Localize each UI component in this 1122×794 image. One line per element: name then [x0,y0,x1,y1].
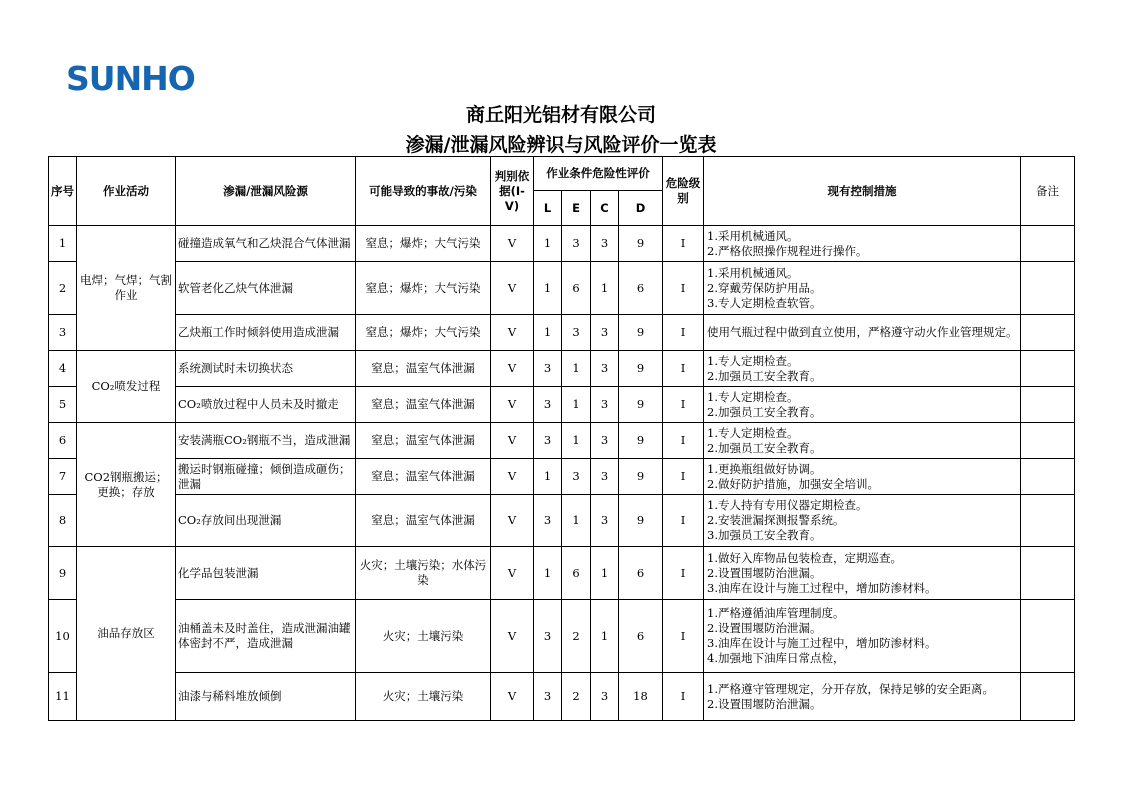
table-row [49,495,1075,547]
cell-level: Ⅰ [663,315,704,351]
cell-basis: Ⅴ [491,315,534,351]
measure-line: 1.专人持有专用仪器定期检查。 [707,498,868,512]
cell-D: 18 [619,673,663,721]
cell-accident: 窒息；温室气体泄漏 [356,387,491,423]
cell-L: 3 [534,351,562,387]
cell-D: 6 [619,547,663,600]
cell-E: 1 [562,495,591,547]
measure-line: 3.油库在设计与施工过程中，增加防渗材料。 [707,636,937,650]
cell-remark [1021,459,1075,495]
cell-remark [1021,600,1075,673]
cell-remark [1021,387,1075,423]
table-row [49,262,1075,315]
cell-E: 1 [562,423,591,459]
cell-E: 3 [562,459,591,495]
cell-seq: 10 [49,600,77,673]
cell-measures [704,262,1021,315]
cell-D: 9 [619,495,663,547]
cell-level: Ⅰ [663,262,704,315]
cell-source: 碰撞造成氧气和乙炔混合气体泄漏 [176,226,356,262]
cell-D: 9 [619,226,663,262]
cell-level: Ⅰ [663,423,704,459]
measure-line: 1.专人定期检查。 [707,389,799,404]
header-E: E [562,191,591,226]
cell-E: 2 [562,600,591,673]
measure-line: 2.严格依照操作规程进行操作。 [707,243,868,258]
measure-line: 1.采用机械通风。 [707,228,799,243]
cell-basis: Ⅴ [491,387,534,423]
cell-seq: 7 [49,459,77,495]
cell-L: 3 [534,600,562,673]
cell-D: 6 [619,262,663,315]
document-title: 渗漏/泄漏风险辨识与风险评价一览表 [405,134,717,156]
cell-E: 3 [562,315,591,351]
cell-L: 1 [534,315,562,351]
cell-C: 3 [591,315,619,351]
cell-C: 3 [591,226,619,262]
table-row [49,351,1075,387]
cell-activity: CO2钢瓶搬运；更换；存放 [77,423,176,547]
measure-line: 2.设置围堰防治泄漏。 [707,696,822,711]
cell-level: Ⅰ [663,351,704,387]
cell-D: 9 [619,351,663,387]
cell-seq: 2 [49,262,77,315]
cell-accident: 火灾；土壤污染；水体污染 [356,547,491,600]
cell-level: Ⅰ [663,600,704,673]
cell-level: Ⅰ [663,673,704,721]
cell-remark [1021,315,1075,351]
header-level: 危险级别 [663,157,704,226]
table-row [49,459,1075,495]
measure-line: 2.做好防护措施，加强安全培训。 [707,476,879,491]
cell-source: CO₂喷放过程中人员未及时撤走 [176,387,356,423]
cell-level: Ⅰ [663,495,704,547]
cell-source: 安装满瓶CO₂钢瓶不当，造成泄漏 [176,423,356,459]
measure-line: 2.安装泄漏探测报警系统。 [707,513,845,527]
header-eval-group: 作业条件危险性评价 [534,157,663,191]
cell-D: 9 [619,387,663,423]
risk-table [48,156,1075,721]
cell-basis: Ⅴ [491,262,534,315]
table-row [49,423,1075,459]
company-name: 商丘阳光铝材有限公司 [465,104,656,126]
cell-accident: 窒息；爆炸；大气污染 [356,315,491,351]
table-row [49,547,1075,600]
measure-line: 3.加强员工安全教育。 [707,528,822,542]
header-activity: 作业活动 [77,157,176,226]
cell-remark [1021,351,1075,387]
header-accident: 可能导致的事故/污染 [356,157,491,226]
measure-line: 4.加强地下油库日常点检， [707,651,845,665]
measure-line: 2.设置围堰防治泄漏。 [707,621,822,635]
cell-E: 1 [562,387,591,423]
measure-line: 2.加强员工安全教育。 [707,368,822,383]
cell-E: 3 [562,226,591,262]
cell-seq: 8 [49,495,77,547]
cell-seq: 11 [49,673,77,721]
cell-D: 9 [619,423,663,459]
cell-accident: 窒息；温室气体泄漏 [356,423,491,459]
cell-L: 1 [534,547,562,600]
cell-L: 1 [534,262,562,315]
cell-L: 3 [534,423,562,459]
cell-accident: 窒息；温室气体泄漏 [356,351,491,387]
cell-source: 油漆与稀料堆放倾倒 [176,673,356,721]
cell-level: Ⅰ [663,226,704,262]
cell-measures [704,673,1021,721]
table-row [49,387,1075,423]
cell-seq: 1 [49,226,77,262]
cell-remark [1021,547,1075,600]
company-logo: SUNHO [66,59,195,98]
cell-measures [704,459,1021,495]
cell-remark [1021,673,1075,721]
cell-L: 1 [534,226,562,262]
cell-measures [704,226,1021,262]
cell-seq: 6 [49,423,77,459]
header-basis: 判别依据(I-V) [491,157,534,226]
cell-D: 6 [619,600,663,673]
measure-line: 2.设置围堰防治泄漏。 [707,565,822,580]
cell-C: 3 [591,387,619,423]
cell-seq: 3 [49,315,77,351]
cell-seq: 5 [49,387,77,423]
cell-C: 3 [591,459,619,495]
cell-remark [1021,262,1075,315]
cell-C: 1 [591,262,619,315]
cell-L: 3 [534,387,562,423]
cell-L: 1 [534,459,562,495]
cell-E: 6 [562,262,591,315]
header-source: 渗漏/泄漏风险源 [176,157,356,226]
cell-basis: Ⅴ [491,351,534,387]
cell-basis: Ⅴ [491,495,534,547]
cell-E: 2 [562,673,591,721]
cell-basis: Ⅴ [491,226,534,262]
cell-source: 化学品包装泄漏 [176,547,356,600]
cell-activity: 电焊；气焊；气割作业 [77,226,176,351]
cell-basis: Ⅴ [491,600,534,673]
cell-C: 3 [591,673,619,721]
measure-line: 2.加强员工安全教育。 [707,440,822,455]
cell-E: 6 [562,547,591,600]
cell-E: 1 [562,351,591,387]
cell-basis: Ⅴ [491,673,534,721]
cell-accident: 窒息；温室气体泄漏 [356,495,491,547]
header-L: L [534,191,562,226]
cell-seq: 9 [49,547,77,600]
cell-remark [1021,226,1075,262]
cell-basis: Ⅴ [491,423,534,459]
cell-accident: 窒息；爆炸；大气污染 [356,262,491,315]
header-D: D [619,191,663,226]
cell-remark [1021,495,1075,547]
measure-line: 3.专人定期检查软管。 [707,295,822,310]
measure-line: 1.采用机械通风。 [707,265,799,280]
cell-measures [704,315,1021,351]
table-row [49,673,1075,721]
header-C: C [591,191,619,226]
cell-remark [1021,423,1075,459]
cell-accident: 火灾；土壤污染 [356,600,491,673]
cell-measures [704,495,1021,547]
cell-C: 3 [591,495,619,547]
cell-accident: 窒息；温室气体泄漏 [356,459,491,495]
cell-D: 9 [619,459,663,495]
header-remark: 备注 [1021,157,1075,226]
cell-L: 3 [534,495,562,547]
cell-C: 1 [591,600,619,673]
cell-basis: Ⅴ [491,459,534,495]
measure-line: 1.严格遵守管理规定，分开存放，保持足够的安全距离。 [707,681,994,696]
cell-accident: 火灾；土壤污染 [356,673,491,721]
cell-source: CO₂存放间出现泄漏 [176,495,356,547]
header-row [49,157,1075,191]
cell-level: Ⅰ [663,459,704,495]
measure-line: 1.专人定期检查。 [707,353,799,368]
measure-line: 3.油库在设计与施工过程中，增加防渗材料。 [707,580,937,595]
cell-activity: CO₂喷发过程 [77,351,176,423]
cell-level: Ⅰ [663,387,704,423]
measure-line: 2.穿戴劳保防护用品。 [707,280,822,295]
cell-source: 软管老化乙炔气体泄漏 [176,262,356,315]
cell-source: 系统测试时未切换状态 [176,351,356,387]
table-row [49,315,1075,351]
cell-measures [704,387,1021,423]
measure-line: 1.专人定期检查。 [707,425,799,440]
cell-measures [704,423,1021,459]
cell-accident: 窒息；爆炸；大气污染 [356,226,491,262]
table-row [49,226,1075,262]
header-seq: 序号 [49,157,77,226]
cell-activity: 油品存放区 [77,547,176,721]
cell-C: 3 [591,423,619,459]
cell-C: 3 [591,351,619,387]
measure-line: 1.做好入库物品包装检查，定期巡查。 [707,550,902,565]
cell-L: 3 [534,673,562,721]
cell-source: 油桶盖未及时盖住，造成泄漏油罐体密封不严，造成泄漏 [176,600,356,673]
cell-C: 1 [591,547,619,600]
measure-line: 1.更换瓶组做好协调。 [707,461,822,476]
cell-measures [704,351,1021,387]
cell-basis: Ⅴ [491,547,534,600]
cell-level: Ⅰ [663,547,704,600]
table-row [49,600,1075,673]
cell-seq: 4 [49,351,77,387]
cell-D: 9 [619,315,663,351]
cell-source: 乙炔瓶工作时倾斜使用造成泄漏 [176,315,356,351]
measure-line: 2.加强员工安全教育。 [707,404,822,419]
measure-line: 使用气瓶过程中做到直立使用，严格遵守动火作业管理规定。 [707,325,1018,339]
measure-line: 1.严格遵循油库管理制度。 [707,606,845,620]
cell-source: 搬运时钢瓶碰撞；倾倒造成砸伤；泄漏 [176,459,356,495]
cell-measures [704,600,1021,673]
cell-measures [704,547,1021,600]
header-measures: 现有控制措施 [704,157,1021,226]
